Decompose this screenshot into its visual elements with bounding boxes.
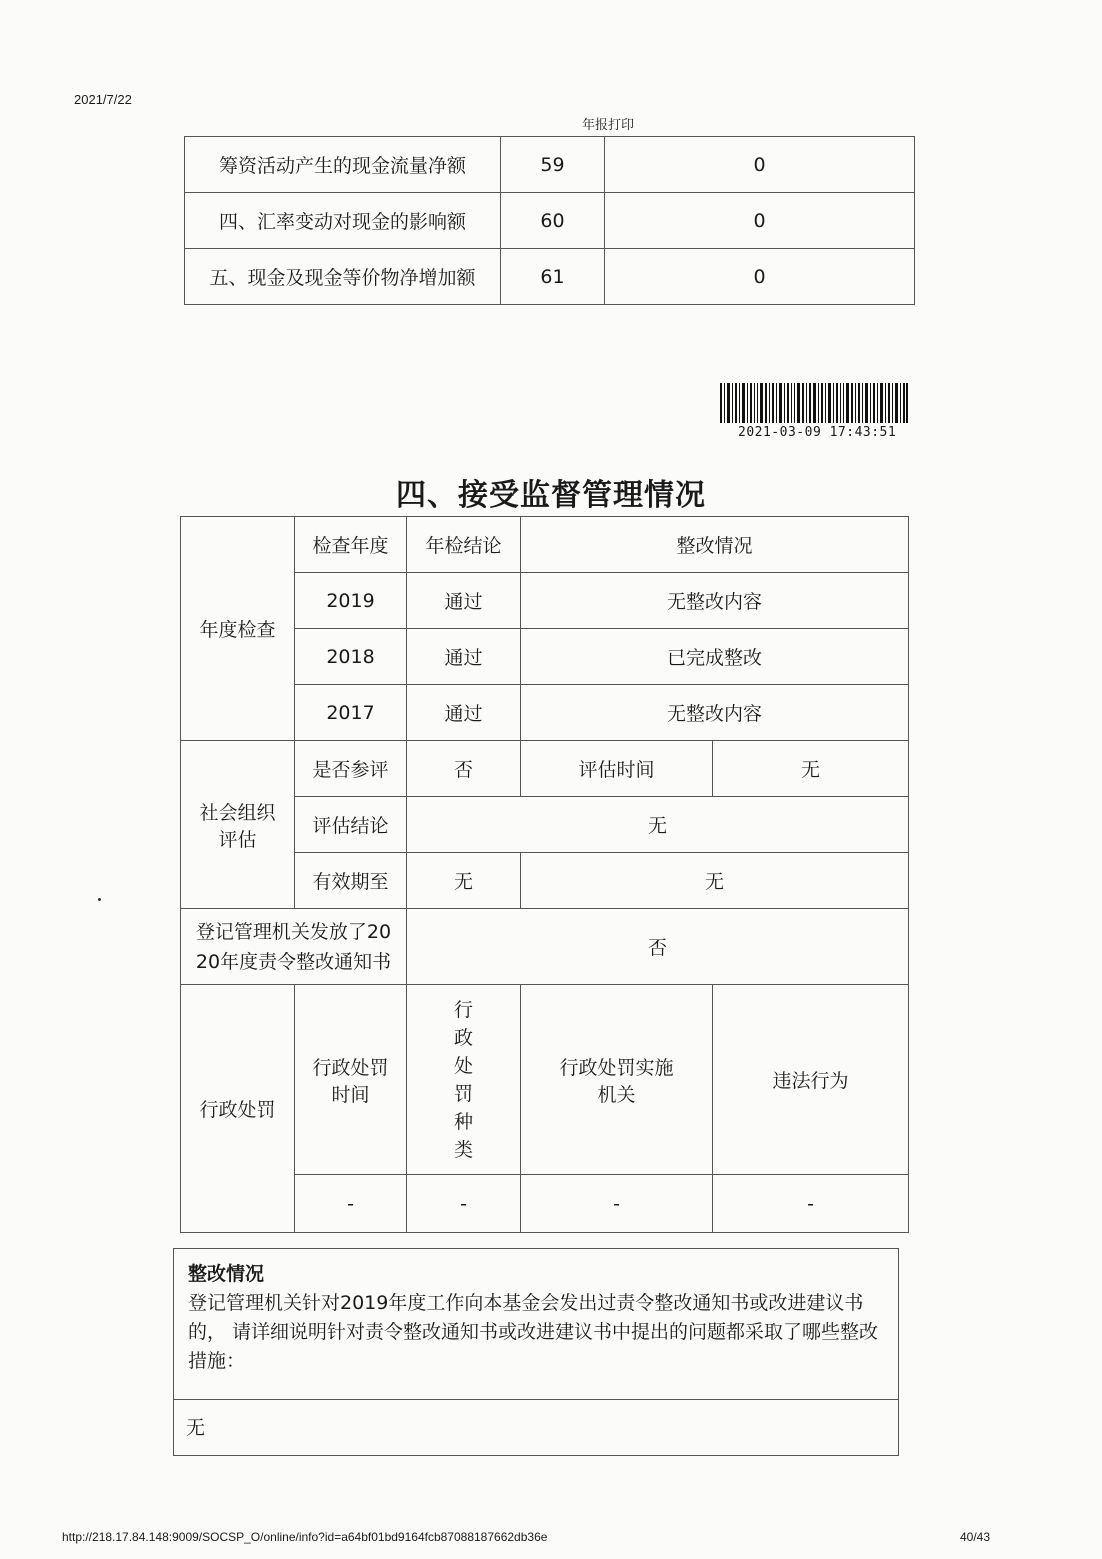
inspection-result: 通过	[407, 629, 521, 685]
supervision-table	[180, 516, 909, 1233]
cash-flow-label: 筹资活动产生的现金流量净额	[185, 137, 501, 193]
participated-label: 是否参评	[295, 741, 407, 797]
penalty-type-char: 罚	[453, 1082, 473, 1105]
table-row	[181, 909, 909, 985]
cash-flow-line-no: 60	[501, 193, 605, 249]
social-eval-label-line1: 社会组织	[199, 801, 276, 824]
rectification-body: 登记管理机关针对2019年度工作向本基金会发出过责令整改通知书或改进建议书的， 请详细说明针对责令整改通知书或改进建议书中提出的问题都采取了哪些整改措施：	[188, 1292, 879, 1372]
section-title: 四、接受监督管理情况	[396, 478, 706, 513]
participated-value: 否	[407, 741, 521, 797]
penalty-type-value: -	[407, 1175, 521, 1233]
eval-conclusion-label: 评估结论	[295, 797, 407, 853]
cash-flow-line-no: 61	[501, 249, 605, 305]
barcode-icon	[720, 383, 908, 423]
page-header-title: 年报打印	[582, 118, 635, 133]
table-row	[185, 249, 915, 305]
eval-time-label: 评估时间	[521, 741, 713, 797]
valid-until-value: 无	[407, 853, 521, 909]
inspection-year: 2018	[295, 629, 407, 685]
inspection-result: 通过	[407, 685, 521, 741]
penalty-time-header-line1: 行政处罚	[312, 1056, 389, 1079]
inspection-year: 2019	[295, 573, 407, 629]
cash-flow-label: 五、现金及现金等价物净增加额	[185, 249, 501, 305]
divider	[174, 1399, 898, 1400]
penalty-type-char: 种	[453, 1110, 473, 1133]
penalty-time-header-line2: 时间	[331, 1083, 370, 1106]
penalty-type-char: 类	[453, 1138, 473, 1161]
penalty-type-header	[407, 985, 521, 1175]
inspection-rectification: 无整改内容	[521, 573, 909, 629]
penalty-agency-header-line2: 机关	[597, 1083, 636, 1106]
inspection-result: 通过	[407, 573, 521, 629]
penalty-agency-value: -	[521, 1175, 713, 1233]
column-header: 检查年度	[295, 517, 407, 573]
penalty-type-char: 处	[453, 1054, 473, 1077]
penalty-label: 行政处罚	[181, 985, 295, 1233]
notice-label-line1: 登记管理机关发放了20	[195, 920, 392, 943]
column-header: 年检结论	[407, 517, 521, 573]
notice-value: 否	[407, 909, 909, 985]
inspection-rectification: 已完成整改	[521, 629, 909, 685]
rectification-box	[173, 1248, 899, 1456]
inspection-year: 2017	[295, 685, 407, 741]
print-date: 2021/7/22	[74, 92, 132, 107]
penalty-agency-header-line1: 行政处罚实施	[559, 1056, 674, 1079]
penalty-time-header	[295, 985, 407, 1175]
penalty-violation-value: -	[713, 1175, 909, 1233]
table-row	[181, 985, 909, 1175]
table-row	[181, 517, 909, 573]
notice-label-line2: 20年度责令整改通知书	[195, 950, 392, 973]
social-eval-label-line2: 评估	[218, 828, 257, 851]
eval-time-value: 无	[713, 741, 909, 797]
cash-flow-value: 0	[605, 249, 915, 305]
table-row	[185, 193, 915, 249]
table-row	[185, 137, 915, 193]
barcode-timestamp: 2021-03-09 17:43:51	[738, 425, 897, 440]
scan-speck	[98, 898, 101, 901]
notice-label	[181, 909, 407, 985]
rectification-title: 整改情况	[188, 1263, 265, 1285]
social-eval-label	[181, 741, 295, 909]
cash-flow-label: 四、汇率变动对现金的影响额	[185, 193, 501, 249]
rectification-answer: 无	[186, 1417, 206, 1439]
penalty-violation-header: 违法行为	[713, 985, 909, 1175]
cash-flow-line-no: 59	[501, 137, 605, 193]
cash-flow-table	[184, 136, 915, 305]
valid-until-label: 有效期至	[295, 853, 407, 909]
valid-until-value: 无	[521, 853, 909, 909]
penalty-type-char: 行	[453, 998, 473, 1021]
cash-flow-value: 0	[605, 193, 915, 249]
table-row	[181, 741, 909, 797]
penalty-agency-header	[521, 985, 713, 1175]
column-header: 整改情况	[521, 517, 909, 573]
footer-page-number: 40/43	[960, 1530, 991, 1544]
footer-url: http://218.17.84.148:9009/SOCSP_O/online/info?id=a64bf01bd9164fcb87088187662db36e	[62, 1530, 548, 1544]
eval-conclusion-value: 无	[407, 797, 909, 853]
inspection-rectification: 无整改内容	[521, 685, 909, 741]
annual-inspection-label: 年度检查	[181, 517, 295, 741]
cash-flow-value: 0	[605, 137, 915, 193]
penalty-type-char: 政	[453, 1026, 473, 1049]
penalty-time-value: -	[295, 1175, 407, 1233]
